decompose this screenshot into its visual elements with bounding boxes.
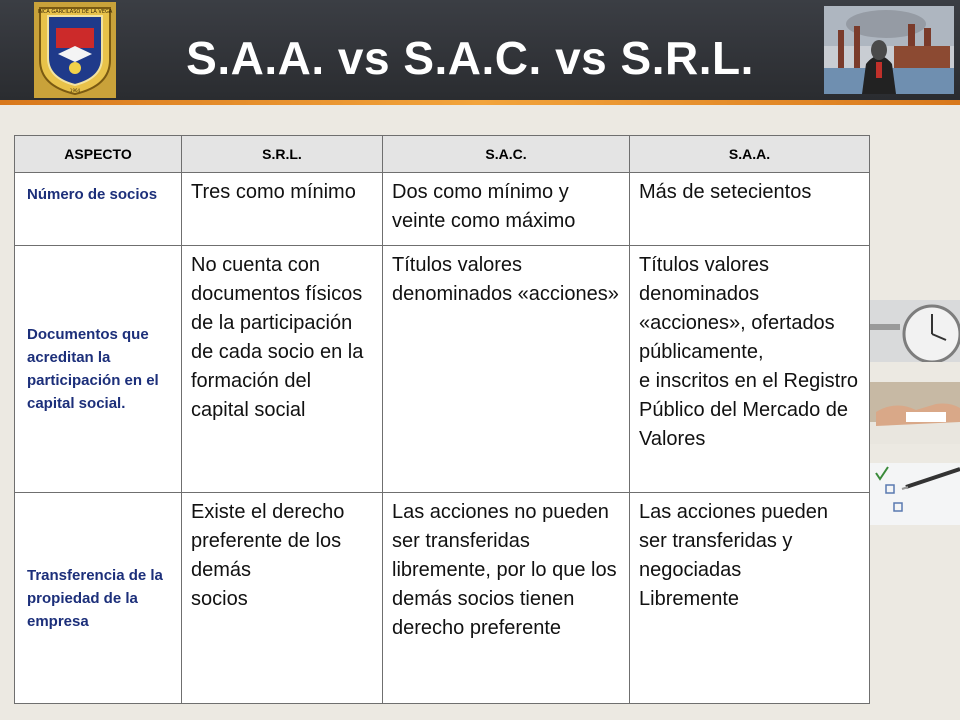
checklist-pen-photo <box>866 463 960 525</box>
srl-cell: Existe el derecho preferente de los demás socios <box>182 493 383 704</box>
title-accent-line <box>0 100 960 105</box>
saa-cell: Más de setecientos <box>630 173 870 246</box>
logo-year-text: 1964 <box>69 88 81 93</box>
saa-cell: Las acciones pueden ser transferidas y negociadas Libremente <box>630 493 870 704</box>
stopwatch-photo <box>866 300 960 362</box>
sac-cell: Las acciones no pueden ser transferidas libremente, por lo que los demás socios tienen derecho preferente <box>383 493 630 704</box>
table-row <box>15 493 870 704</box>
srl-cell: No cuenta con documentos físicos de la participación de cada socio en la formación del capital social <box>182 246 383 493</box>
page-title: S.A.A. vs S.A.C. vs S.R.L. <box>186 32 754 84</box>
comparison-table <box>14 135 870 704</box>
aspect-cell: Transferencia de la propiedad de la empresa <box>15 493 182 704</box>
table-header-row <box>15 136 870 173</box>
header-srl: S.R.L. <box>182 136 383 173</box>
header-saa: S.A.A. <box>630 136 870 173</box>
university-shield-logo <box>34 2 116 98</box>
header-aspecto: ASPECTO <box>15 136 182 173</box>
handshake-photo <box>866 382 960 444</box>
header-sac: S.A.C. <box>383 136 630 173</box>
factory-businessman-photo <box>824 6 954 94</box>
aspect-cell: Documentos que acreditan la participación en el capital social. <box>15 246 182 493</box>
srl-cell: Tres como mínimo <box>182 173 383 246</box>
aspect-cell: Número de socios <box>15 173 182 246</box>
sac-cell: Títulos valores denominados «acciones» <box>383 246 630 493</box>
saa-cell: Títulos valores denominados «acciones», ofertados públicamente, e inscritos en el Registro Público del Mercado de Valores <box>630 246 870 493</box>
sac-cell: Dos como mínimo y veinte como máximo <box>383 173 630 246</box>
logo-top-text: INCA GARCILASO DE LA VEGA <box>37 9 113 15</box>
table-row <box>15 246 870 493</box>
table-row <box>15 173 870 246</box>
